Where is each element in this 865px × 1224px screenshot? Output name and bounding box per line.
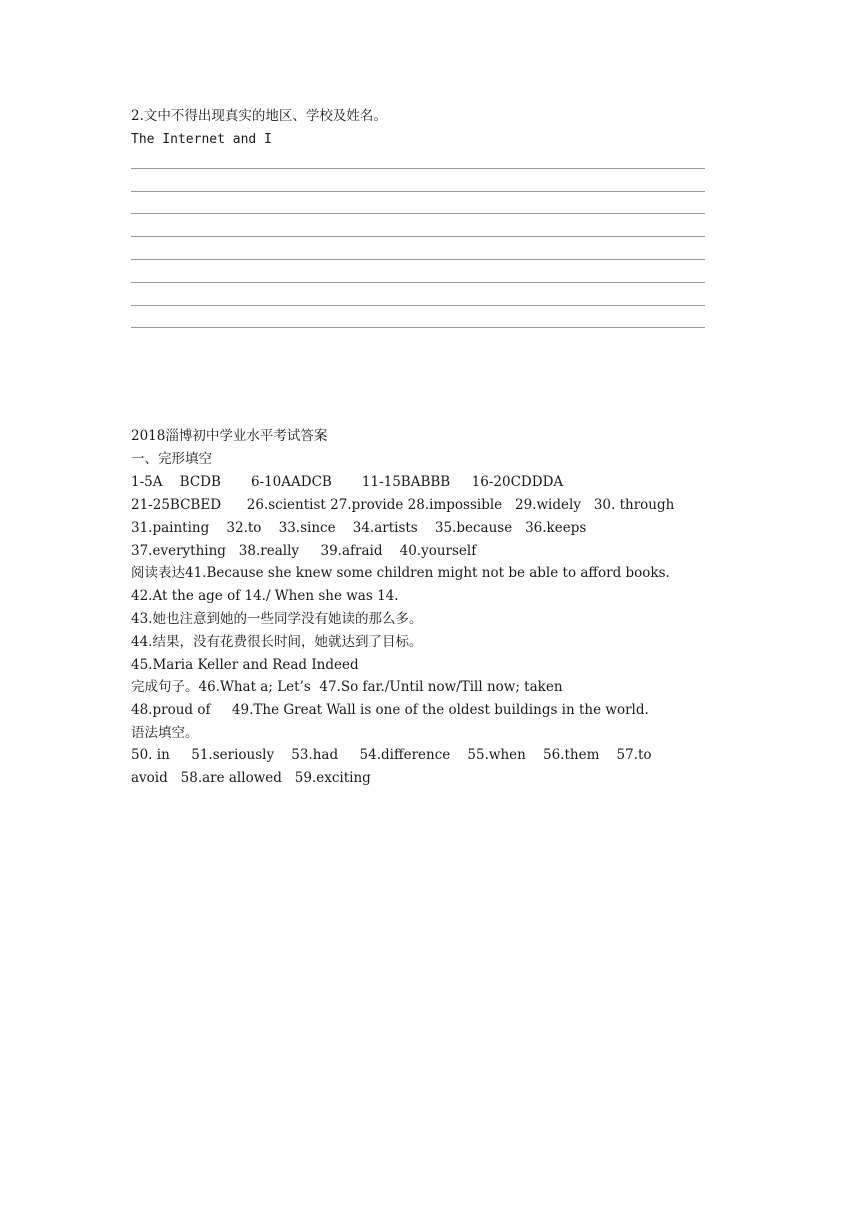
answer-line-8: 44.结果，没有花费很长时间，她就达到了目标。 — [131, 634, 423, 650]
answer-line-11: 48.proud of 49.The Great Wall is one of the oldest buildings in the world. — [131, 702, 649, 718]
writing-line — [131, 213, 705, 214]
writing-line — [131, 282, 705, 283]
writing-line — [131, 305, 705, 306]
essay-title: The Internet and I — [131, 132, 272, 147]
writing-line — [131, 236, 705, 237]
answer-line-12: 50. in 51.seriously 53.had 54.difference 55.when 56.them 57.to — [131, 747, 652, 763]
answer-line-7: 43.她也注意到她的一些同学没有她读的那么多。 — [131, 611, 423, 627]
answer-line-5: 阅读表达41.Because she knew some children might not be able to afford books. — [131, 565, 670, 581]
answer-line-1: 1-5A BCDB 6-10AADCB 11-15BABBB 16-20CDDDA — [131, 474, 564, 490]
answer-line-10: 完成句子。46.What a; Let’s 47.So far./Until now/Till now; taken — [131, 679, 563, 695]
answer-line-13: avoid 58.are allowed 59.exciting — [131, 770, 371, 786]
writing-line — [131, 168, 705, 169]
answer-key-title: 2018淄博初中学业水平考试答案 — [131, 428, 328, 444]
section-heading-grammar: 语法填空。 — [131, 725, 199, 741]
answer-line-4: 37.everything 38.really 39.afraid 40.yourself — [131, 543, 477, 559]
section-heading-cloze: 一、完形填空 — [131, 451, 212, 467]
writing-line — [131, 327, 705, 328]
writing-line — [131, 191, 705, 192]
answer-line-6: 42.At the age of 14./ When she was 14. — [131, 588, 399, 604]
answer-line-2: 21-25BCBED 26.scientist 27.provide 28.impossible 29.widely 30. through — [131, 497, 675, 513]
instruction-note: 2.文中不得出现真实的地区、学校及姓名。 — [131, 108, 387, 124]
answer-line-9: 45.Maria Keller and Read Indeed — [131, 657, 359, 673]
writing-line — [131, 259, 705, 260]
answer-line-3: 31.painting 32.to 33.since 34.artists 35.because 36.keeps — [131, 520, 587, 536]
